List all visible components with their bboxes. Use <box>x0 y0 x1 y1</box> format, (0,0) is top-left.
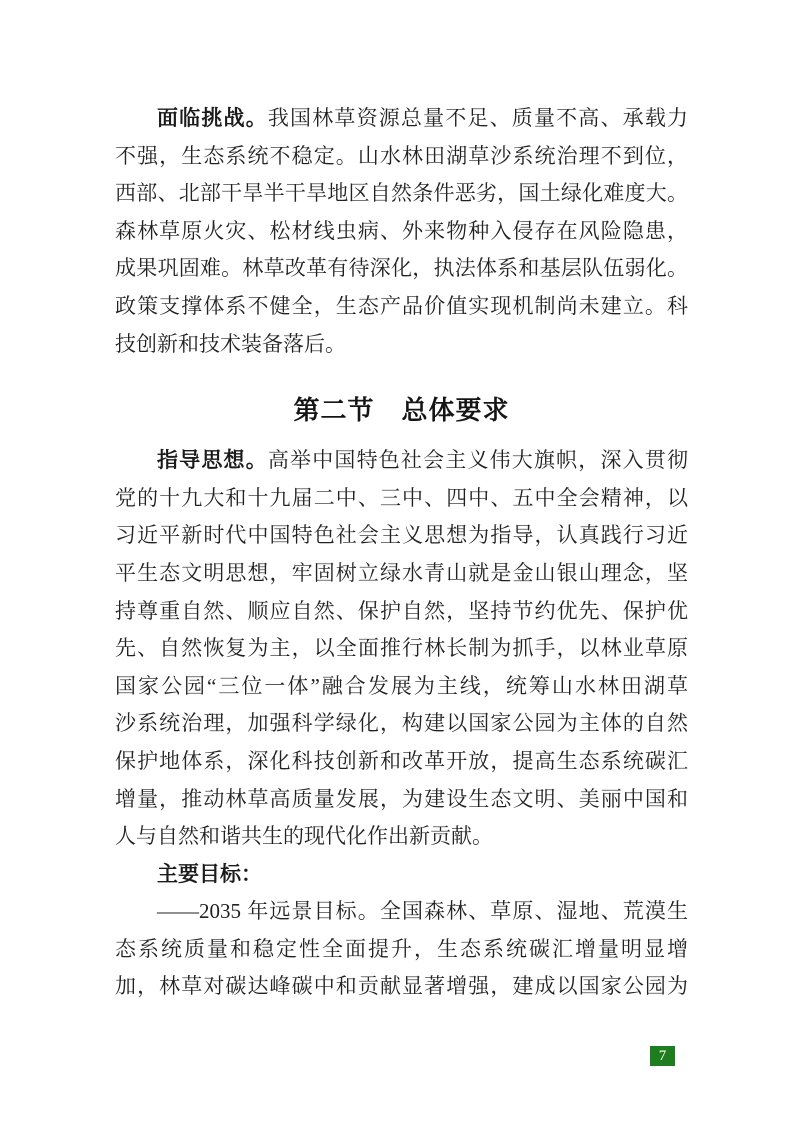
text-line: 党的十九大和十九届二中、三中、四中、五中全会精神，以 <box>115 485 688 510</box>
text-line: 不强，生态系统不稳定。山水林田湖草沙系统治理不到位， <box>115 143 688 168</box>
body-text <box>115 100 688 1006</box>
page-number-badge <box>650 1046 675 1066</box>
text-line: 技创新和技术装备落后。 <box>115 331 346 356</box>
text-line: 加，林草对碳达峰碳中和贡献显著增强，建成以国家公园为 <box>115 974 688 999</box>
text-line: 人与自然和谐共生的现代化作出新贡献。 <box>115 824 493 849</box>
text-line: 指导思想。高举中国特色社会主义伟大旗帜，深入贯彻 <box>157 448 688 473</box>
paragraph-main-goals-label <box>115 856 688 894</box>
paragraph-2035-goals <box>115 893 688 1006</box>
text-line: 政策支撑体系不健全，生态产品价值实现机制尚未建立。科 <box>115 293 688 318</box>
paragraph-guiding-ideology <box>115 442 688 856</box>
paragraph-challenges <box>115 100 688 363</box>
text-line: 森林草原火灾、松材线虫病、外来物种入侵存在风险隐患， <box>115 218 688 243</box>
text-line: 先、自然恢复为主，以全面推行林长制为抓手，以林业草原 <box>115 636 688 661</box>
text-line: 主要目标： <box>157 861 262 886</box>
text-line: 增量，推动林草高质量发展，为建设生态文明、美丽中国和 <box>115 786 688 811</box>
text-line: 保护地体系，深化科技创新和改革开放，提高生态系统碳汇 <box>115 748 688 773</box>
text-line: 国家公园“三位一体”融合发展为主线，统筹山水林田湖草 <box>115 673 688 698</box>
text-line: 习近平新时代中国特色社会主义思想为指导，认真践行习近 <box>115 523 688 548</box>
section-heading: 第二节 总体要求 <box>293 395 510 426</box>
text-line: 西部、北部干旱半干旱地区自然条件恶劣，国土绿化难度大。 <box>115 181 688 206</box>
text-line: 面临挑战。我国林草资源总量不足、质量不高、承载力 <box>157 106 688 130</box>
text-line: ——2035 年远景目标。全国森林、草原、湿地、荒漠生 <box>157 899 688 924</box>
text-line: 平生态文明思想，牢固树立绿水青山就是金山银山理念，坚 <box>115 560 688 585</box>
text-line: 沙系统治理，加强科学绿化，构建以国家公园为主体的自然 <box>115 711 688 736</box>
text-line: 态系统质量和稳定性全面提升，生态系统碳汇增量明显增 <box>115 936 688 961</box>
text-line: 持尊重自然、顺应自然、保护自然，坚持节约优先、保护优 <box>115 598 688 623</box>
page-number: 7 <box>658 1048 667 1064</box>
text-line: 成果巩固难。林草改革有待深化，执法体系和基层队伍弱化。 <box>115 256 688 281</box>
